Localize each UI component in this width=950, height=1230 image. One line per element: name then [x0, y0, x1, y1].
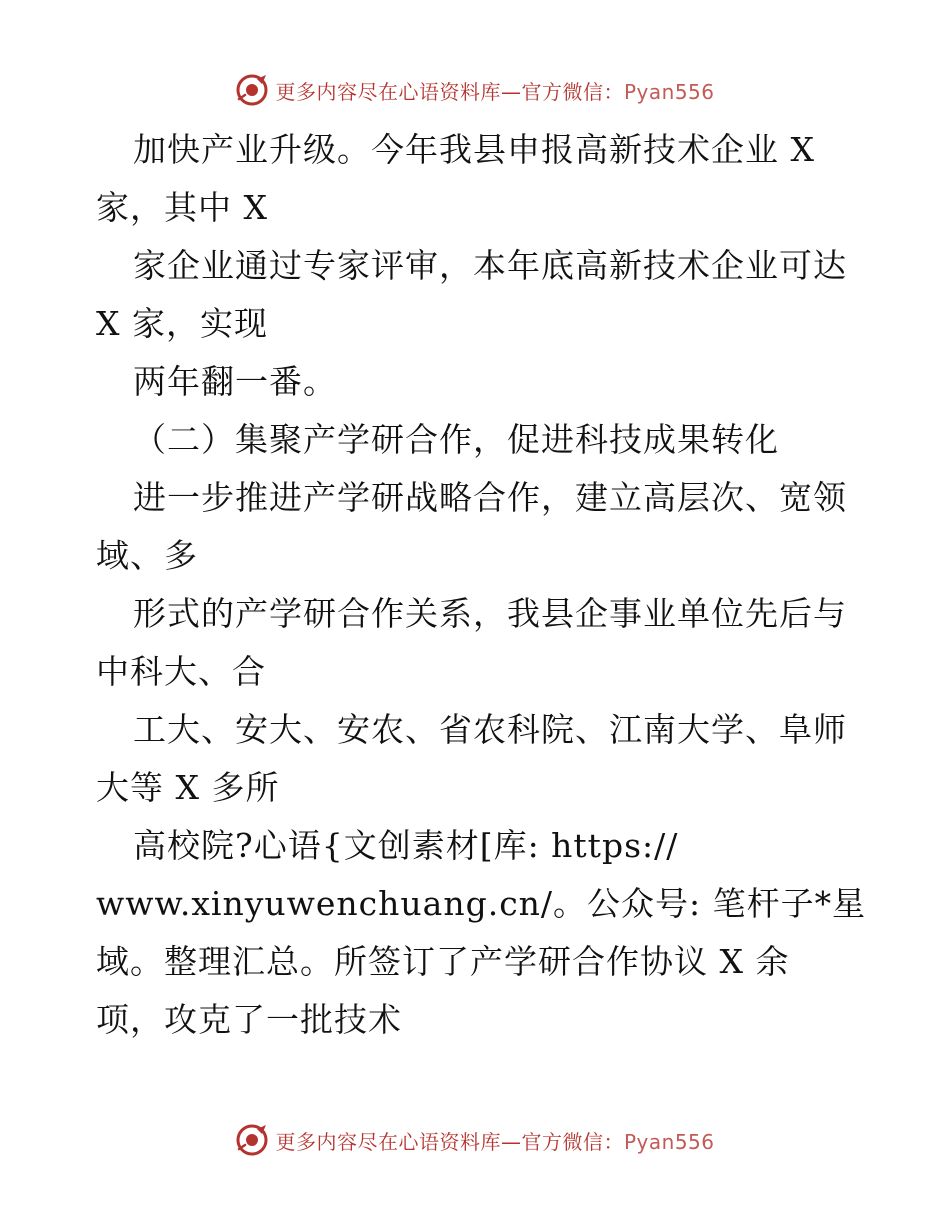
body-line: 高校院?心语{文创素材[库: https://: [133, 826, 679, 865]
body-line: 两年翻一番。: [133, 362, 337, 401]
header-watermark-banner: [0, 70, 950, 110]
body-line: 加快产业升级。今年我县申报高新技术企业 X: [133, 130, 815, 169]
section-heading: （二）集聚产学研合作，促进科技成果转化: [133, 420, 779, 459]
body-line: 形式的产学研合作关系，我县企事业单位先后与: [133, 594, 847, 633]
banner-text: 更多内容尽在心语资料库—官方微信：Pyan556: [275, 79, 715, 104]
body-line: 家企业通过专家评审，本年底高新技术企业可达: [133, 246, 847, 285]
body-line: 工大、安大、安农、省农科院、江南大学、阜师: [133, 710, 847, 749]
body-line: 中科大、合: [96, 652, 266, 691]
body-line: www.xinyuwenchuang.cn/。公众号: 笔杆子*星: [96, 884, 867, 923]
body-line: 域、多: [96, 536, 198, 575]
body-line: X 家，实现: [96, 304, 268, 343]
brand-logo-icon: [235, 73, 269, 107]
brand-logo-icon: [235, 1123, 269, 1157]
body-line: 域。整理汇总。所签订了产学研合作协议 X 余: [96, 942, 790, 981]
wechat-id: Pyan556: [623, 1129, 715, 1154]
banner-text: 更多内容尽在心语资料库—官方微信：Pyan556: [275, 1129, 715, 1154]
body-line: 大等 X 多所: [96, 768, 280, 807]
footer-watermark-banner: [0, 1120, 950, 1160]
body-line: 进一步推进产学研战略合作，建立高层次、宽领: [133, 478, 847, 517]
wechat-id: Pyan556: [623, 79, 715, 104]
body-line: 家，其中 X: [96, 188, 268, 227]
body-line: 项，攻克了一批技术: [96, 1000, 402, 1039]
